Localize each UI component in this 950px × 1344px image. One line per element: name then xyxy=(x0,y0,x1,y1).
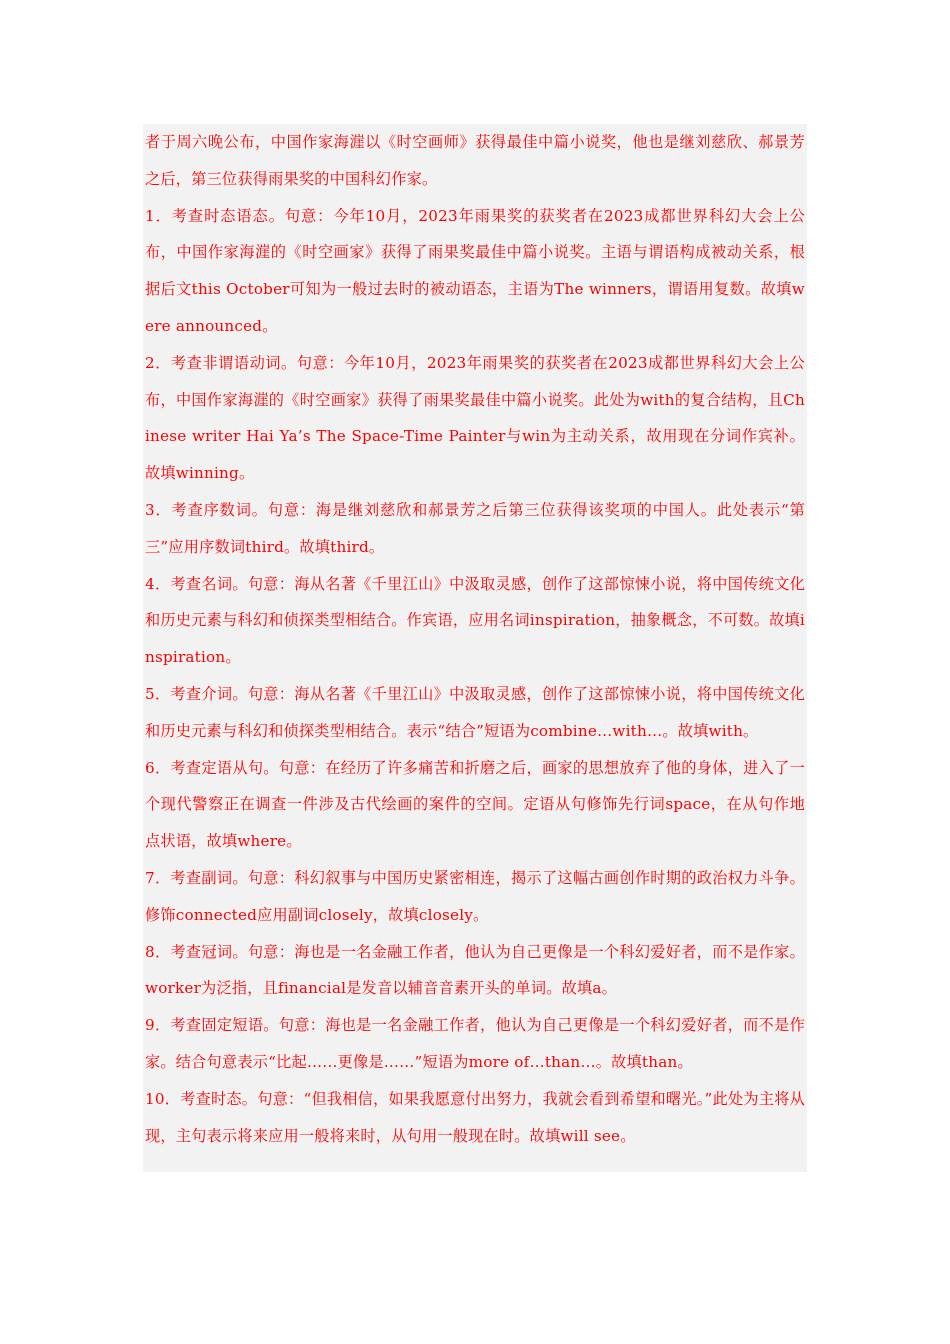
answer-explanation-6: 6．考查定语从句。句意：在经历了许多痛苦和折磨之后，画家的思想放弃了他的身体，进入了一个现代警察正在调查一件涉及古代绘画的案件的空间。定语从句修饰先行词space，在从句作地点状语，故填where。 xyxy=(145,758,805,851)
answer-explanation-4: 4．考查名词。句意：海从名著《千里江山》中汲取灵感，创作了这部惊悚小说，将中国传统文化和历史元素与科幻和侦探类型相结合。作宾语，应用名词inspiration，抽象概念，不可数。故填inspiration。 xyxy=(145,574,805,667)
intro-paragraph: 者于周六晚公布，中国作家海漄以《时空画师》获得最佳中篇小说奖，他也是继刘慈欣、郝景芳之后，第三位获得雨果奖的中国科幻作家。 xyxy=(145,133,805,188)
answer-explanation-block xyxy=(143,124,807,1172)
answer-explanation-8: 8．考查冠词。句意：海也是一名金融工作者，他认为自己更像是一个科幻爱好者，而不是作家。worker为泛指，且financial是发音以辅音音素开头的单词。故填a。 xyxy=(145,942,805,998)
answer-explanation-1: 1．考查时态语态。句意：今年10月，2023年雨果奖的获奖者在2023成都世界科幻大会上公布，中国作家海漄的《时空画家》获得了雨果奖最佳中篇小说奖。主语与谓语构成被动关系，根据后文this October可知为一般过去时的被动语态，主语为The winners，谓语用复数。故填were announced。 xyxy=(145,206,805,335)
answer-explanation-10: 10．考查时态。句意：“但我相信，如果我愿意付出努力，我就会看到希望和曙光。”此处为主将从现，主句表示将来应用一般将来时，从句用一般现在时。故填will see。 xyxy=(145,1089,805,1145)
answer-explanation-5: 5．考查介词。句意：海从名著《千里江山》中汲取灵感，创作了这部惊悚小说，将中国传统文化和历史元素与科幻和侦探类型相结合。表示“结合”短语为combine…with…。故填with。 xyxy=(145,684,805,740)
answer-explanation-9: 9．考查固定短语。句意：海也是一名金融工作者，他认为自己更像是一个科幻爱好者，而不是作家。结合句意表示“比起……更像是……”短语为more of…than…。故填than。 xyxy=(145,1016,805,1071)
answer-explanation-7: 7．考查副词。句意：科幻叙事与中国历史紧密相连，揭示了这幅古画创作时期的政治权力斗争。修饰connected应用副词closely，故填closely。 xyxy=(145,868,805,924)
answer-explanation-3: 3．考查序数词。句意：海是继刘慈欣和郝景芳之后第三位获得该奖项的中国人。此处表示“第三”应用序数词third。故填third。 xyxy=(145,500,805,556)
answer-explanation-2: 2．考查非谓语动词。句意：今年10月，2023年雨果奖的获奖者在2023成都世界科幻大会上公布，中国作家海漄的《时空画家》获得了雨果奖最佳中篇小说奖。此处为with的复合结构，且Chinese writer Hai Ya’s The Space-Time Painter与win为主动关系，故用现在分词作宾补。故填winning。 xyxy=(145,353,805,483)
